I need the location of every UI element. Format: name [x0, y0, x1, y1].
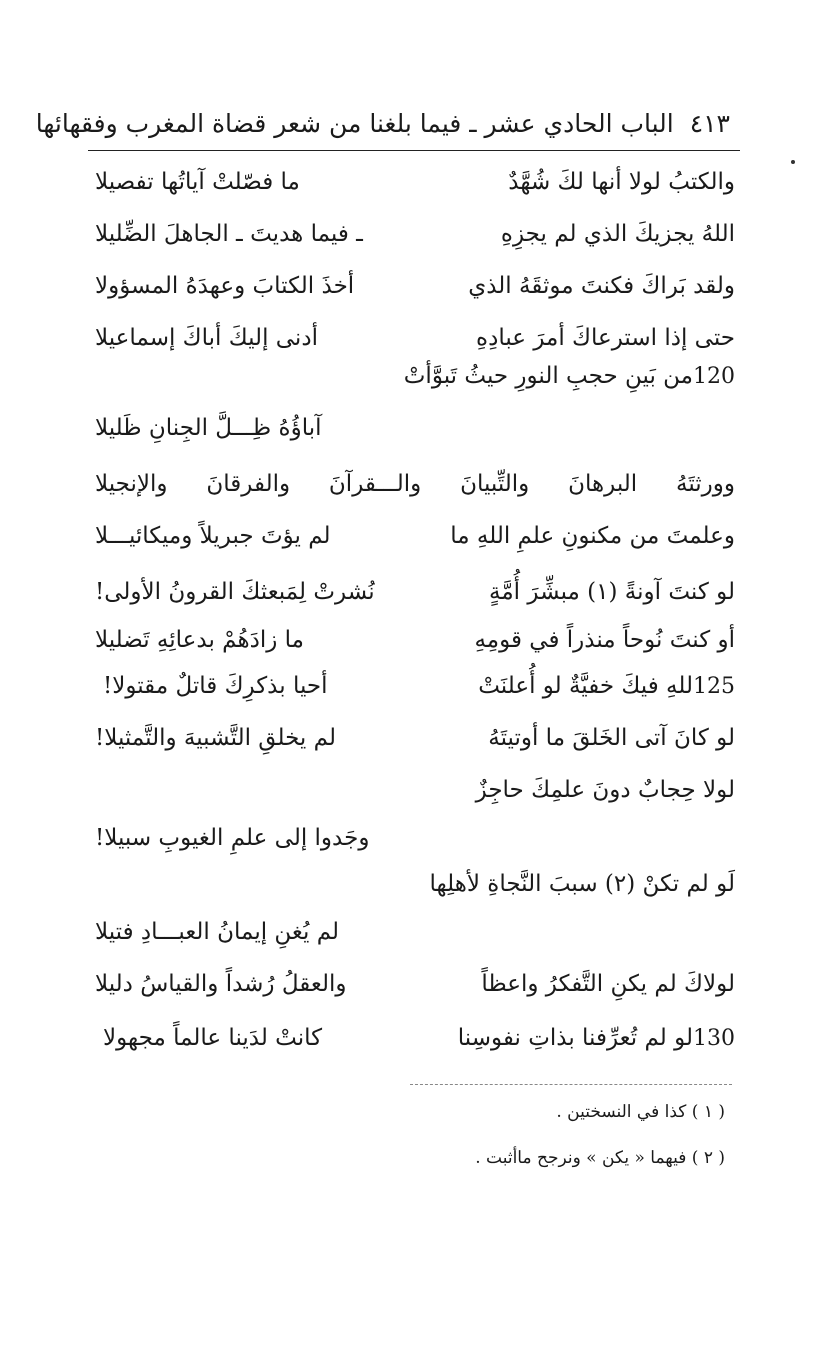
verse-line — [95, 664, 735, 708]
verse-full: وورثتَهُ البرهانَ والتِّبيانَ والـــقرآنَ والفرقانَ والإنجيلا — [95, 471, 735, 497]
verse-line — [95, 910, 735, 954]
running-header — [35, 102, 730, 146]
verse-line — [95, 514, 735, 558]
hemistich-first: أو كنتَ نُوحاً منذراً في قومِهِ — [474, 627, 735, 653]
hemistich-second: ما فصّلتْ آياتُها تفصيلا — [95, 169, 300, 195]
hemistich-second: أخذَ الكتابَ وعهدَهُ المسؤولا — [95, 273, 355, 299]
hemistich-first: لو كنتَ آونةً (١) مبشِّرَ أُمَّةٍ — [489, 579, 735, 605]
verse-line — [95, 862, 735, 906]
hemistich-first: للهِ فيكَ خفيَّةٌ لو أُعلنَتْ — [478, 673, 693, 699]
hemistich-first: لولا حِجابٌ دونَ علمِكَ حاجِزٌ — [475, 777, 735, 803]
hemistich-first: اللهُ يجزيكَ الذي لم يجزِهِ — [500, 221, 735, 247]
hemistich-second: ـ فيما هديتَ ـ الجاهلَ الضِّليلا — [95, 221, 363, 247]
hemistich-second: أدنى إليكَ أباكَ إسماعيلا — [95, 325, 318, 351]
footnote-rule — [410, 1084, 732, 1085]
hemistich-second: لم يُغنِ إيمانُ العبـــادِ فتيلا — [95, 919, 340, 945]
verse-number: 125 — [693, 674, 735, 699]
page-number: ٤١٣ — [689, 109, 730, 138]
hemistich-first: وعلمتَ من مكنونِ علمِ اللهِ ما — [450, 523, 735, 549]
verse-line — [95, 264, 735, 308]
verse-line — [95, 462, 735, 506]
verse-line — [95, 962, 735, 1006]
hemistich-first: لو كانَ آتى الخَلقَ ما أوتيتَهُ — [488, 725, 735, 751]
hemistich-first: لَو لم تكنْ (٢) سببَ النَّجاةِ لأهلِها — [429, 871, 735, 897]
verse-number: 130 — [693, 1026, 735, 1051]
chapter-title: الباب الحادي عشر ـ فيما بلغنا من شعر قضاة المغرب وفقهائها — [35, 109, 674, 138]
hemistich-second: آباؤُهُ ظِـــلَّ الجِنانِ ظَليلا — [95, 415, 322, 441]
hemistich-second: كانتْ لدَينا عالماً مجهولا — [103, 1025, 323, 1051]
hemistich-second: نُشرتْ لِمَبعثكَ القرونُ الأولى! — [95, 579, 375, 605]
footnote: ( ٢ ) فيهما « يكن » ونرجح ماأثبت . — [475, 1148, 725, 1168]
hemistich-first: لولاكَ لم يكنِ التَّفكرُ واعظاً — [481, 971, 735, 997]
verse-line — [95, 406, 735, 450]
hemistich-second: أحيا بذكرِكَ قاتلٌ مقتولا! — [103, 673, 328, 699]
verse-line — [95, 618, 735, 662]
hemistich-second: ما زادَهُمْ بدعائِهِ تَضليلا — [95, 627, 304, 653]
verse-line — [95, 768, 735, 812]
verse-line — [95, 570, 735, 614]
hemistich-first: والكتبُ لولا أنها لكَ شُهَّدٌ — [508, 169, 735, 195]
header-rule — [88, 150, 740, 151]
hemistich-first: من بَينِ حجبِ النورِ حيثُ تَبوَّأتْ — [403, 363, 693, 389]
verse-line — [95, 1016, 735, 1060]
hemistich-first: حتى إذا استرعاكَ أمرَ عبادِهِ — [476, 325, 735, 351]
hemistich-second: لم يؤتَ جبريلاً وميكائيـــلا — [95, 523, 331, 549]
verse-number: 120 — [693, 364, 735, 389]
verse-line — [95, 212, 735, 256]
speck-mark — [791, 160, 795, 164]
hemistich-second: لم يخلقِ التَّشبيهَ والتَّمثيلا! — [95, 725, 336, 751]
hemistich-second: وجَدوا إلى علمِ الغيوبِ سبيلا! — [95, 825, 370, 851]
verse-line — [95, 160, 735, 204]
verse-line — [95, 716, 735, 760]
verse-line — [95, 354, 735, 398]
hemistich-first: لو لم تُعرِّفنا بذاتِ نفوسِنا — [457, 1025, 693, 1051]
hemistich-second: والعقلُ رُشداً والقياسُ دليلا — [95, 971, 347, 997]
hemistich-first: ولقد بَراكَ فكنتَ موثقَهُ الذي — [468, 273, 735, 299]
verse-line — [95, 816, 735, 860]
footnote: ( ١ ) كذا في النسختين . — [556, 1102, 725, 1122]
